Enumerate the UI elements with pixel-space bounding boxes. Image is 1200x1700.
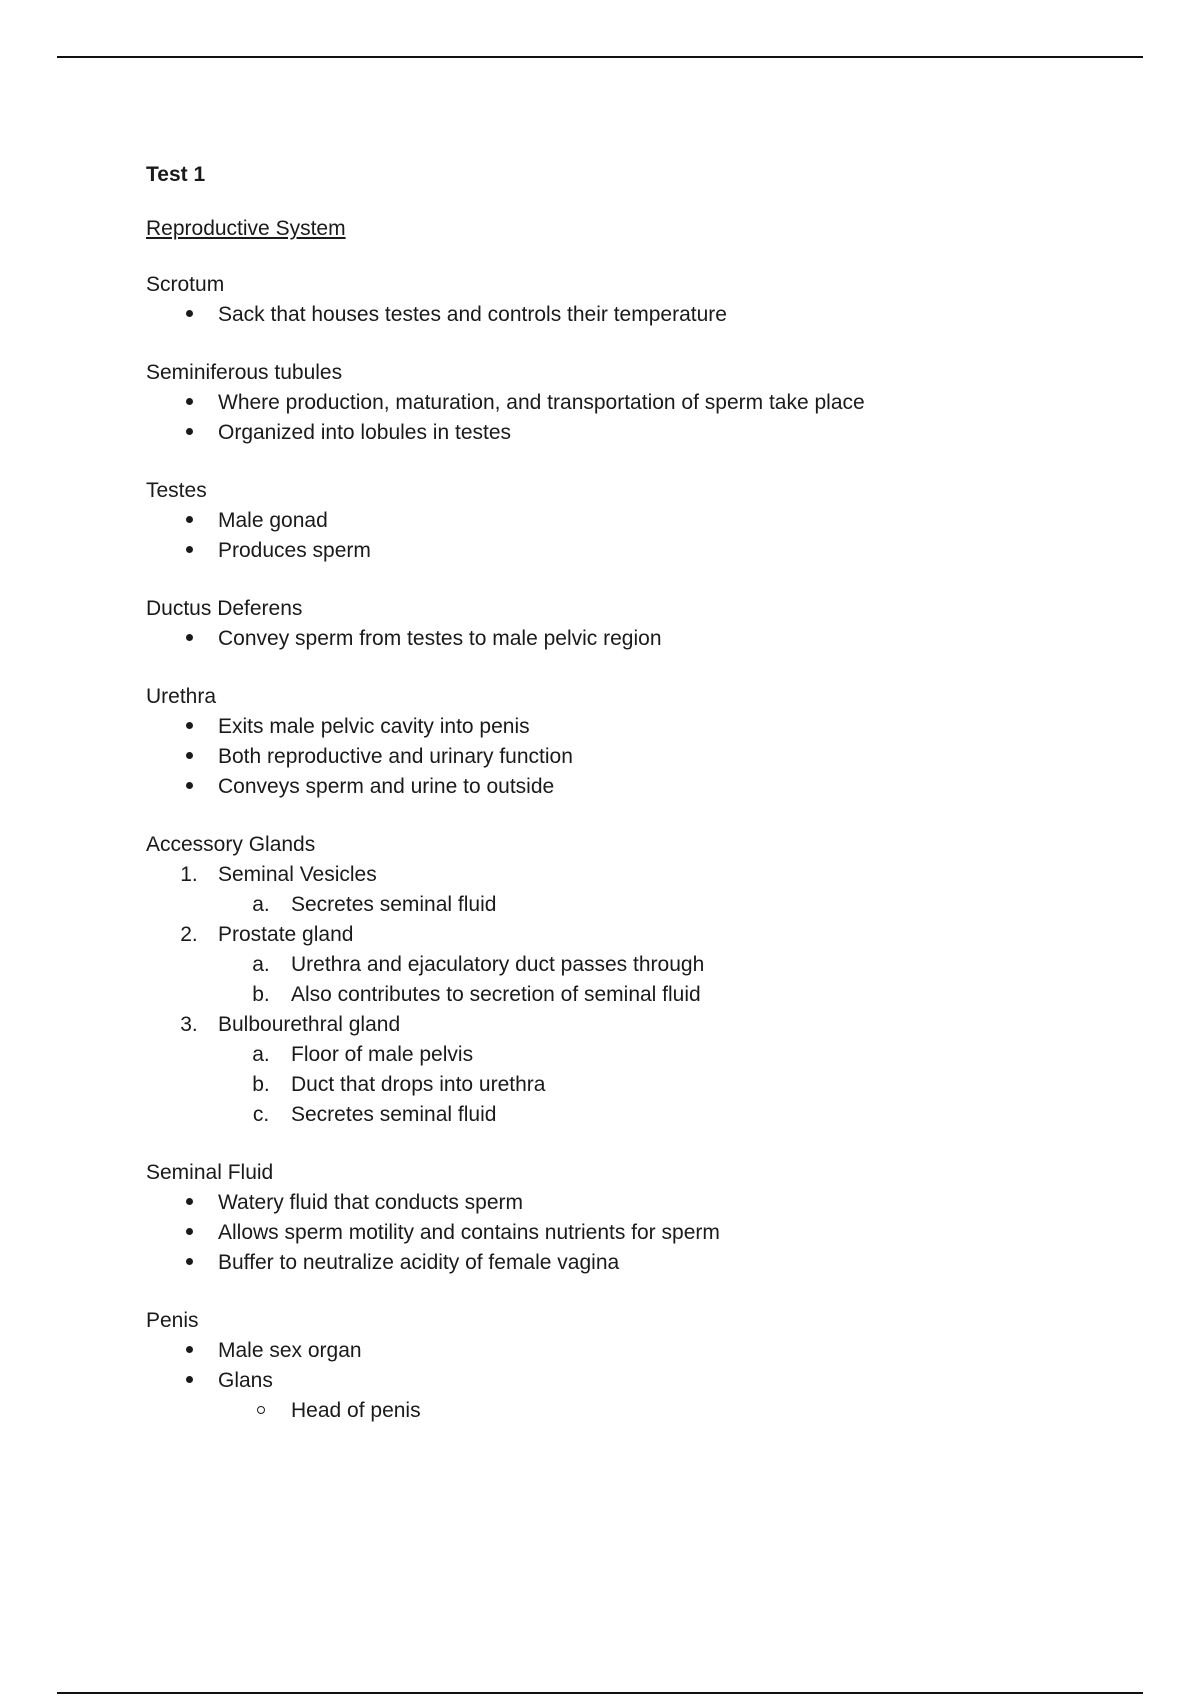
list-item: Produces sperm: [146, 536, 1106, 566]
topic-heading: Scrotum: [146, 273, 225, 296]
list-item: Glans: [146, 1366, 1106, 1396]
sub-item: b. Also contributes to secretion of seminal fluid: [146, 980, 1106, 1010]
bullet-icon: [174, 742, 204, 772]
sub-item-letter: b.: [252, 1073, 270, 1096]
bullet-icon: [174, 418, 204, 448]
sub-item-letter: a.: [252, 893, 270, 916]
item-number: 2.: [180, 923, 198, 946]
bullet-icon: [174, 300, 204, 330]
bullet-icon: [174, 536, 204, 566]
topic-heading: Testes: [146, 479, 207, 502]
topic-seminal-fluid: [146, 1158, 1106, 1278]
numbered-item: 2. Prostate gland: [146, 920, 1106, 950]
item-number: 1.: [180, 863, 198, 886]
topic-heading: Seminiferous tubules: [146, 361, 343, 384]
topic-heading: Ductus Deferens: [146, 597, 303, 620]
bullet-icon: [174, 1218, 204, 1248]
bullet-icon: [174, 1188, 204, 1218]
sub-item: a. Secretes seminal fluid: [146, 890, 1106, 920]
bullet-icon: [174, 388, 204, 418]
sub-list-item: Head of penis: [146, 1396, 1106, 1426]
sub-item: c. Secretes seminal fluid: [146, 1100, 1106, 1130]
list-item: Male sex organ: [146, 1336, 1106, 1366]
topic-heading: Seminal Fluid: [146, 1161, 274, 1184]
document-body: [146, 162, 1106, 1454]
topic-heading: Accessory Glands: [146, 833, 316, 856]
list-item: Exits male pelvic cavity into penis: [146, 712, 1106, 742]
list-item: Both reproductive and urinary function: [146, 742, 1106, 772]
bullet-icon: [174, 624, 204, 654]
bullet-icon: [174, 772, 204, 802]
sub-item-letter: b.: [252, 983, 270, 1006]
bullet-icon: [174, 1366, 204, 1396]
list-item: Sack that houses testes and controls their temperature: [146, 300, 1106, 330]
topic-penis: [146, 1306, 1106, 1426]
topic-heading: Penis: [146, 1309, 199, 1332]
list-item: Male gonad: [146, 506, 1106, 536]
sub-item-letter: c.: [252, 1103, 270, 1126]
topic-urethra: [146, 682, 1106, 802]
document-title: Test 1: [146, 163, 206, 186]
page-top-rule: [57, 56, 1143, 58]
numbered-item: 1. Seminal Vesicles: [146, 860, 1106, 890]
sub-item-letter: a.: [252, 1043, 270, 1066]
bullet-icon: [174, 1248, 204, 1278]
list-item: Watery fluid that conducts sperm: [146, 1188, 1106, 1218]
topic-testes: [146, 476, 1106, 566]
bullet-icon: [174, 1336, 204, 1366]
sub-item: a. Floor of male pelvis: [146, 1040, 1106, 1070]
bullet-icon: [174, 712, 204, 742]
list-item: Convey sperm from testes to male pelvic region: [146, 624, 1106, 654]
page-bottom-rule: [57, 1692, 1143, 1694]
sub-item-letter: a.: [252, 953, 270, 976]
numbered-item: 3. Bulbourethral gland: [146, 1010, 1106, 1040]
bullet-icon: [174, 506, 204, 536]
topic-scrotum: [146, 270, 1106, 330]
list-item: Allows sperm motility and contains nutrients for sperm: [146, 1218, 1106, 1248]
sub-item: a. Urethra and ejaculatory duct passes through: [146, 950, 1106, 980]
list-item: Buffer to neutralize acidity of female vagina: [146, 1248, 1106, 1278]
list-item: Organized into lobules in testes: [146, 418, 1106, 448]
topic-ductus-deferens: [146, 594, 1106, 654]
list-item: Conveys sperm and urine to outside: [146, 772, 1106, 802]
topic-heading: Urethra: [146, 685, 217, 708]
list-item: Where production, maturation, and transportation of sperm take place: [146, 388, 1106, 418]
item-number: 3.: [180, 1013, 198, 1036]
topic-seminiferous-tubules: [146, 358, 1106, 448]
section-title: Reproductive System: [146, 217, 346, 240]
circle-bullet-icon: [246, 1396, 276, 1426]
sub-item: b. Duct that drops into urethra: [146, 1070, 1106, 1100]
topic-accessory-glands: [146, 830, 1106, 1130]
